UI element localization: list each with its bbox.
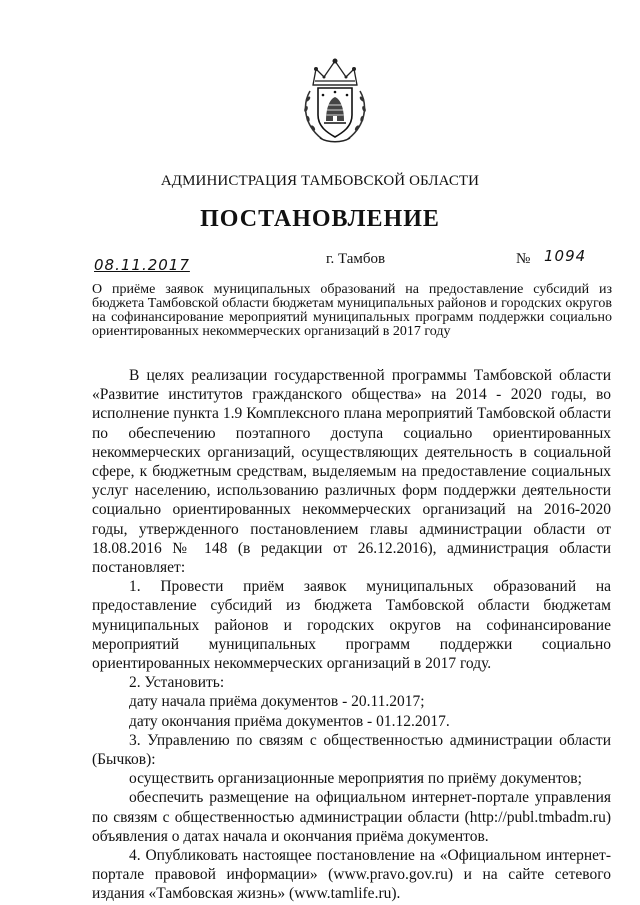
agency-name: АДМИНИСТРАЦИЯ ТАМБОВСКОЙ ОБЛАСТИ bbox=[160, 173, 480, 189]
coat-of-arms-icon bbox=[300, 55, 370, 145]
item-2-start-date: дату начала приёма документов - 20.11.2017; bbox=[129, 693, 425, 711]
document-type-title: ПОСТАНОВЛЕНИЕ bbox=[200, 206, 440, 232]
item-2-paragraph: 2. Установить: bbox=[129, 674, 225, 692]
document-body bbox=[92, 366, 611, 904]
item-4-paragraph: 4. Опубликовать настоящее постановление на «Официальном интернет-портале правовой информации» (www.pravo.gov.ru) и на сайте сетевого издания «Тамбовская жизнь» (www.tamlife.ru). bbox=[92, 847, 611, 903]
preamble-paragraph: В целях реализации государственной программы Тамбовской области «Развитие институтов гражданского общества» на 2014 - 2020 годы, во исполнение пункта 1.9 Комплексного плана мероприятий Тамбовской области по обеспечению поэтапного доступа социально ориентированных некоммерческих организаций, осуществляющих деятельность в социальной сфере, к бюджетным средствам, выделяемым на предоставление социальных услуг населению, использованию различных форм поддержки деятельности социально ориентированных некоммерческих организаций на 2016-2020 годы, утвержденного постановлением главы администрации области от 18.08.2016 № 148 (в редакции от 26.12.2016), администрация области постановляет: bbox=[92, 367, 611, 577]
document-number: 1094 bbox=[544, 247, 587, 265]
item-2-end-date: дату окончания приёма документов - 01.12.2017. bbox=[129, 712, 450, 730]
document-subject: О приёме заявок муниципальных образований на предоставление субсидий из бюджета Тамбовской области бюджетам муниципальных районов и городских округов на софинансирование мероприятий муниципальных программ поддержки социально ориентированных некоммерческих организаций в 2017 году bbox=[92, 282, 612, 339]
item-3-subitem-b: обеспечить размещение на официальном интернет-портале управления по связям с общественностью администрации области (http://publ.tmbadm.ru) объявления о датах начала и окончания приёма документов. bbox=[92, 789, 611, 845]
document-number-label: № bbox=[516, 251, 531, 267]
item-3-paragraph: 3. Управлению по связям с общественностью администрации области (Бычков): bbox=[92, 731, 611, 769]
document-date: 08.11.2017 bbox=[94, 256, 190, 274]
document-city: г. Тамбов bbox=[326, 251, 386, 267]
item-3-subitem-a: осуществить организационные мероприятия по приёму документов; bbox=[129, 770, 582, 788]
item-1-paragraph: 1. Провести приём заявок муниципальных образований на предоставление субсидий из бюджета Тамбовской области бюджетам муниципальных районов и городских округов на софинансирование мероприятий муниципальных программ поддержки социально ориентированных некоммерческих организаций в 2017 году. bbox=[92, 578, 611, 673]
